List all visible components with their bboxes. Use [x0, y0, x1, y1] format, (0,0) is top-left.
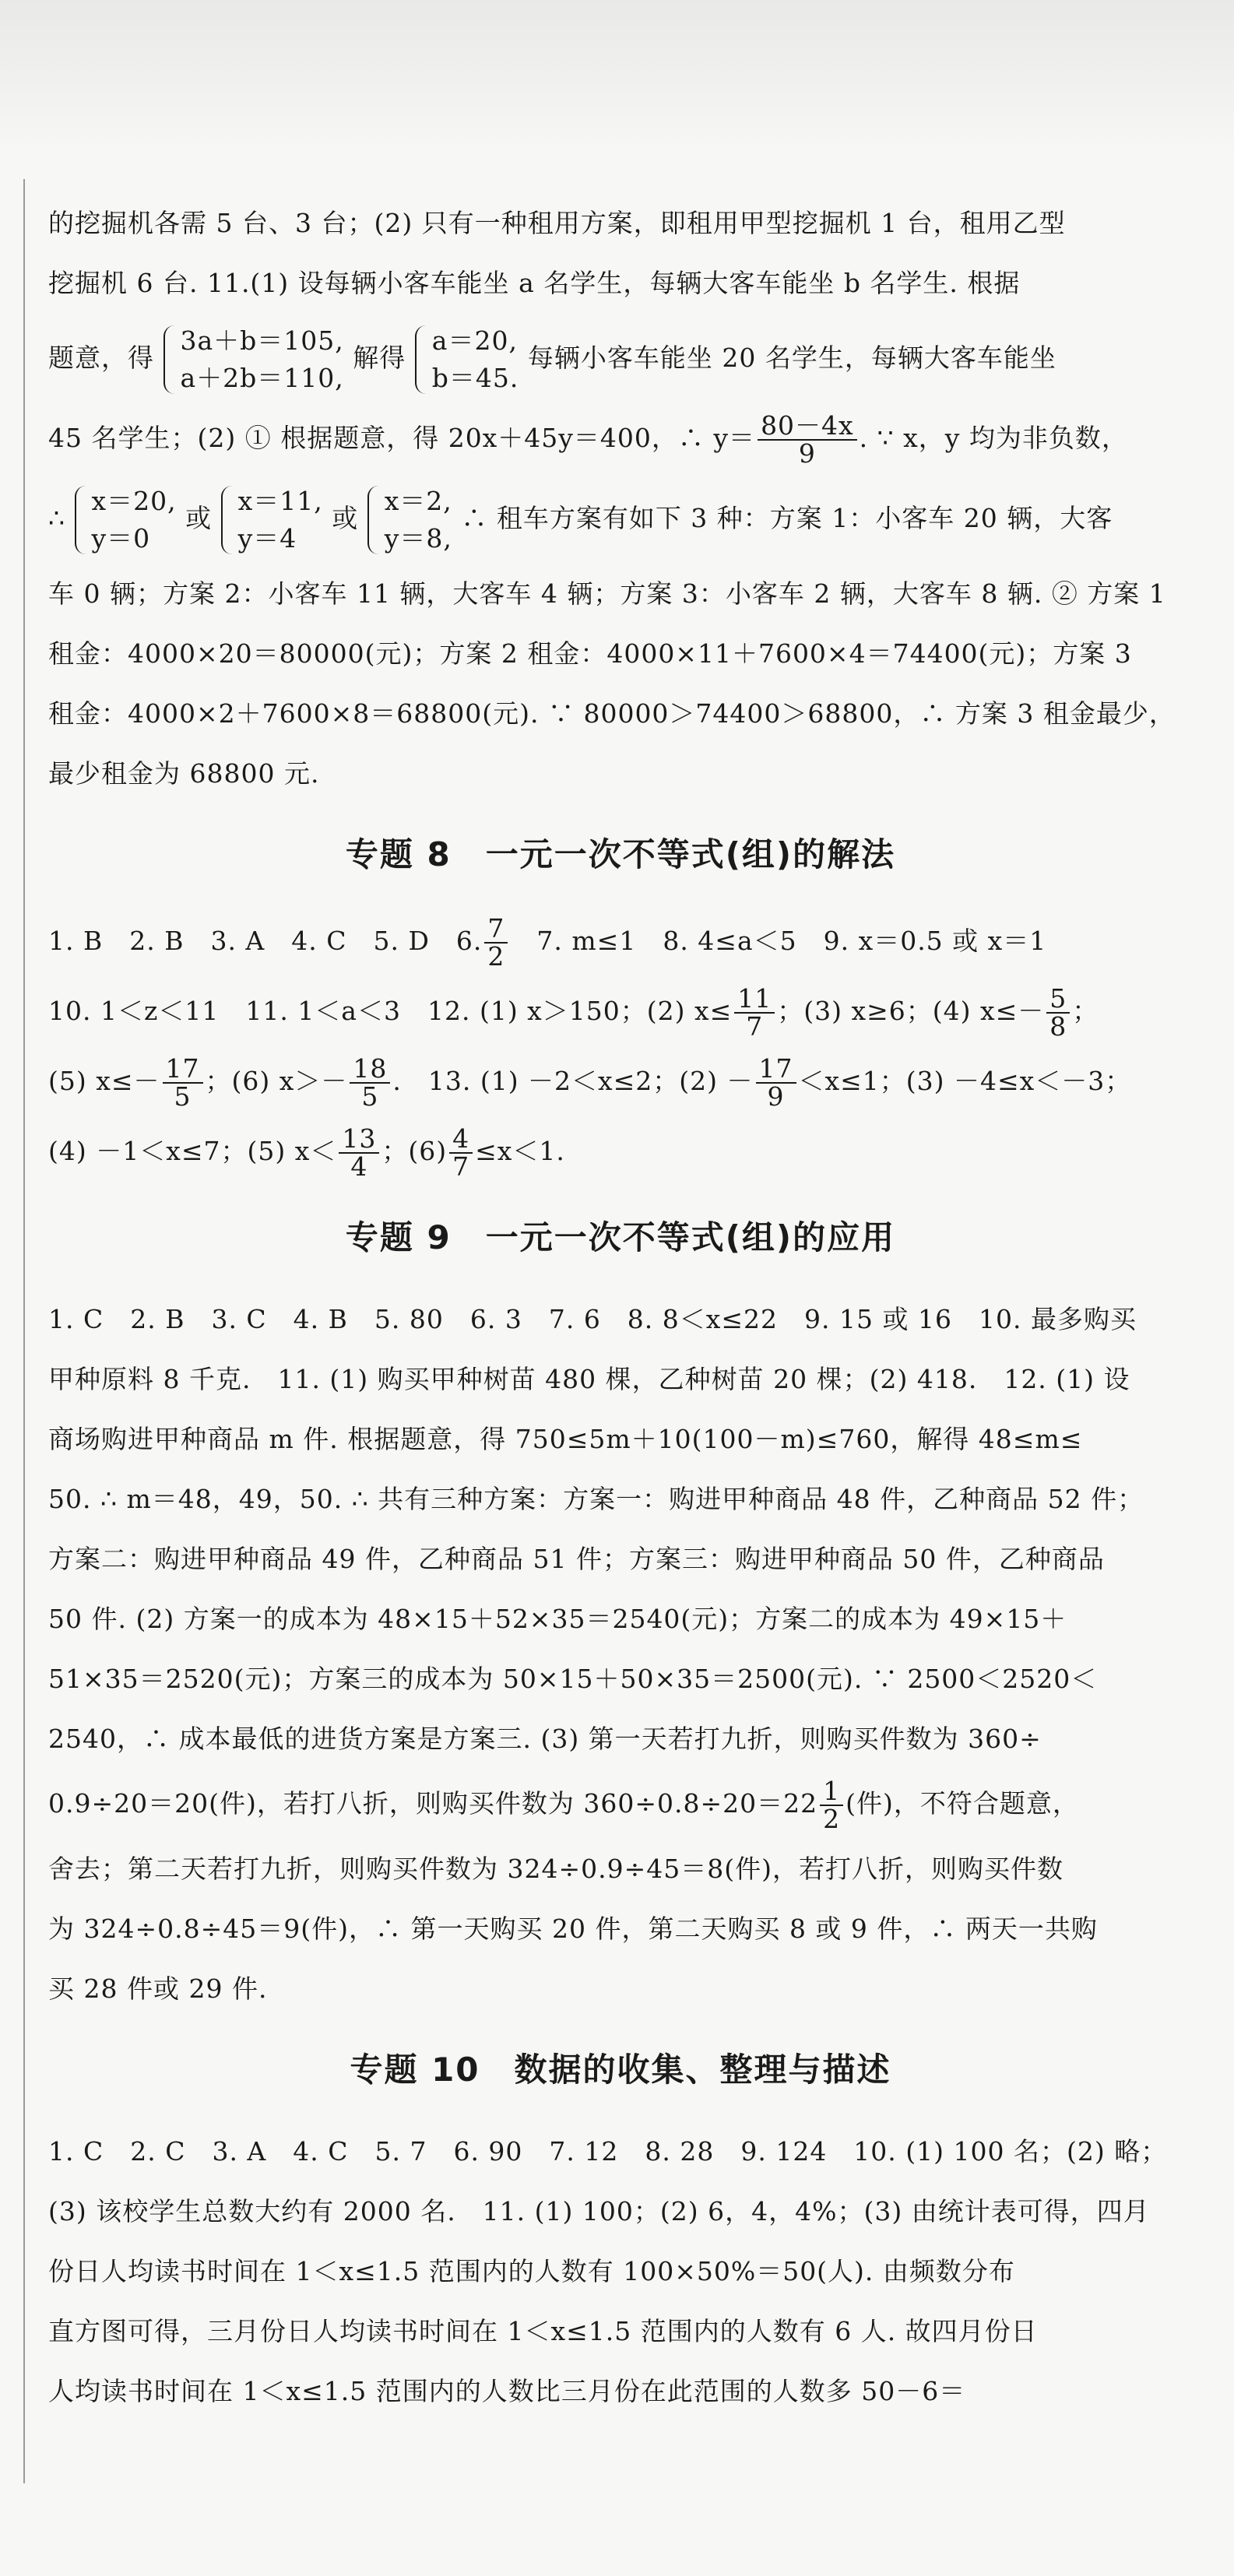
solution-system: x＝20, y＝0	[75, 483, 177, 557]
text-line: 挖掘机 6 台. 11.(1) 设每辆小客车能坐 a 名学生，每辆大客车能坐 b 名学生. 根据	[48, 268, 1021, 298]
solution-system: x＝11, y＝4	[221, 483, 323, 557]
text-line: 的挖掘机各需 5 台、3 台；(2) 只有一种租用方案，即租用甲型挖掘机 1 台，租用乙型	[48, 208, 1066, 238]
text-line: 人均读书时间在 1＜x≤1.5 范围内的人数比三月份在此范围的人数多 50－6＝	[48, 2376, 966, 2406]
fraction: $\frac{18}{5}$	[350, 1056, 390, 1110]
text-line: 买 28 件或 29 件.	[48, 1973, 268, 2004]
text-line: 50 件. (2) 方案一的成本为 48×15＋52×35＝2540(元)；方案二的成本为 49×15＋	[48, 1604, 1067, 1634]
fraction: $\frac{17}{5}$	[163, 1056, 203, 1110]
fraction: $\frac{17}{9}$	[756, 1056, 796, 1110]
text-line: 1. C 2. C 3. A 4. C 5. 7 6. 90 7. 12 8. 28 9. 124 10. (1) 100 名；(2) 略；	[48, 2136, 1168, 2167]
fraction: $\frac{1}{2}$	[820, 1778, 843, 1833]
text-line: 为 324÷0.8÷45＝9(件)，∴ 第一天购买 20 件，第二天购买 8 或 9 件，∴ 两天一共购	[48, 1914, 1098, 1944]
text-line-system: ∴ x＝20, y＝0 或 x＝11, y＝4 或 x＝2, y＝8, ∴ 租车方案有如下 3 种：方案 1：小客车 20 辆，大客	[48, 473, 1193, 564]
text-line: 车 0 辆；方案 2：小客车 11 辆，大客车 4 辆；方案 3：小客车 2 辆，大客车 8 辆. ② 方案 1	[48, 578, 1166, 609]
fraction: $\frac{4}{7}$	[449, 1126, 473, 1180]
text-line: 甲种原料 8 千克. 11. (1) 购买甲种树苗 480 棵，乙种树苗 20 棵；(2) 418. 12. (1) 设	[48, 1364, 1130, 1394]
top-shadow	[0, 0, 1234, 156]
solution-system: x＝2, y＝8,	[367, 483, 452, 557]
fraction: $\frac{11}{7}$	[734, 986, 775, 1040]
text-line-fraction: 0.9÷20＝20(件)，若打八折，则购买件数为 360÷0.8÷20＝22 $\frac{1}{2}$ (件)，不符合题意，	[48, 1776, 1079, 1834]
fraction: $\frac{80-4x}{9}$	[758, 413, 857, 467]
text-line: 直方图可得，三月份日人均读书时间在 1＜x≤1.5 范围内的人数有 6 人. 故四月份日	[48, 2316, 1038, 2346]
fraction: $\frac{5}{8}$	[1046, 986, 1070, 1040]
section-title-9: 专题 9 一元一次不等式(组)的应用	[345, 1218, 896, 1256]
text-line: 2540，∴ 成本最低的进货方案是方案三. (3) 第一天若打九折，则购买件数为 360÷	[48, 1724, 1042, 1754]
text-line: 租金：4000×2＋7600×8＝68800(元). ∵ 80000＞74400＞68800，∴ 方案 3 租金最少，	[48, 698, 1176, 729]
section-title-10: 专题 10 数据的收集、整理与描述	[350, 2051, 891, 2089]
fraction: $\frac{7}{2}$	[484, 915, 508, 970]
text-line: 舍去；第二天若打九折，则购买件数为 324÷0.9÷45＝8(件)，若打八折，则购买件数	[48, 1854, 1063, 1884]
text-line-fraction: 10. 1＜z＜11 11. 1＜a＜3 12. (1) x＞150；(2) x≤ $\frac{11}{7}$ ；(3) x≥6；(4) x≤－ $\frac{5}{8}$ ；	[48, 983, 1099, 1042]
text-line: (3) 该校学生总数大约有 2000 名. 11. (1) 100；(2) 6，4，4%；(3) 由统计表可得，四月	[48, 2196, 1150, 2226]
text-line-fraction: (5) x≤－ $\frac{17}{5}$ ；(6) x＞－ $\frac{18}{5}$ . 13. (1) －2＜x≤2；(2) － $\frac{17}{9}$ ＜x≤1；(3) －4≤x＜－3；	[48, 1053, 1132, 1112]
text-line: 50. ∴ m＝48，49，50. ∴ 共有三种方案：方案一：购进甲种商品 48 件，乙种商品 52 件；	[48, 1484, 1144, 1514]
text-line: 1. C 2. B 3. C 4. B 5. 80 6. 3 7. 6 8. 8＜x≤22 9. 15 或 16 10. 最多购买	[48, 1304, 1137, 1334]
text-line-fraction: 45 名学生；(2) ① 根据题意，得 20x＋45y＝400，∴ y＝ $\frac{80-4x}{9}$ . ∵ x，y 均为非负数，	[48, 410, 1128, 469]
fraction: $\frac{13}{4}$	[339, 1126, 379, 1180]
text-line-system: 题意，得 3a＋b＝105, a＋2b＝110, 解得 a＝20, b＝45. 每辆小客车能坐 20 名学生，每辆大客车能坐	[48, 313, 1193, 403]
text-line: 租金：4000×20＝80000(元)；方案 2 租金：4000×11＋7600×4＝74400(元)；方案 3	[48, 638, 1132, 669]
text-line: 最少租金为 68800 元.	[48, 758, 320, 789]
text-line-fraction: (4) －1＜x≤7；(5) x＜ $\frac{13}{4}$ ；(6) $\frac{4}{7}$ ≤x＜1.	[48, 1123, 565, 1182]
text-line-fraction: 1. B 2. B 3. A 4. C 5. D 6. $\frac{7}{2}$ 7. m≤1 8. 4≤a＜5 9. x＝0.5 或 x＝1	[48, 913, 1047, 972]
answer-text	[48, 193, 1193, 2421]
equation-system: 3a＋b＝105, a＋2b＝110,	[163, 322, 344, 397]
section-title-8: 专题 8 一元一次不等式(组)的解法	[345, 835, 896, 873]
text-line: 商场购进甲种商品 m 件. 根据题意，得 750≤5m＋10(100－m)≤760，解得 48≤m≤	[48, 1424, 1083, 1454]
text-line: 份日人均读书时间在 1＜x≤1.5 范围内的人数有 100×50%＝50(人). 由频数分布	[48, 2256, 1015, 2286]
binding-margin-line	[23, 179, 25, 2483]
text-line: 51×35＝2520(元)；方案三的成本为 50×15＋50×35＝2500(元). ∵ 2500＜2520＜	[48, 1664, 1098, 1694]
text-line: 方案二：购进甲种商品 49 件，乙种商品 51 件；方案三：购进甲种商品 50 件，乙种商品	[48, 1544, 1105, 1574]
solution-system: a＝20, b＝45.	[415, 322, 519, 397]
